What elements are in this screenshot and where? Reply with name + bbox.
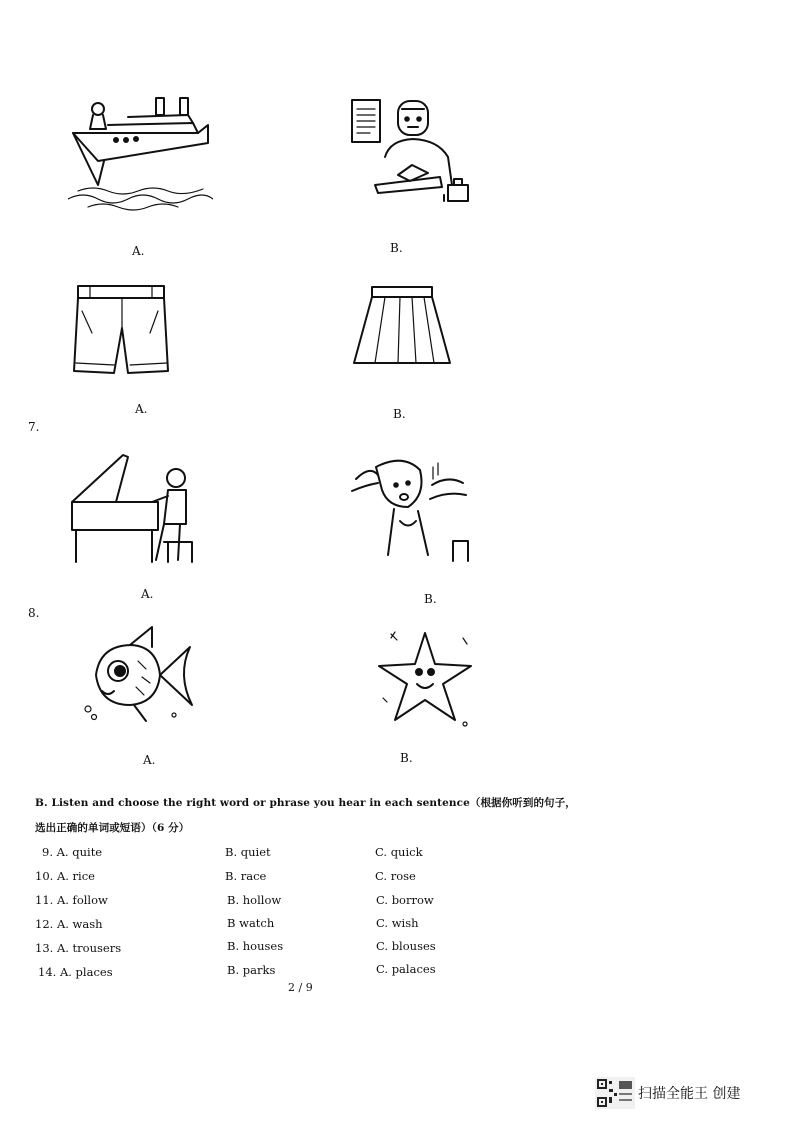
- option-a-word: 12. A. wash: [35, 917, 103, 931]
- option-c-word: C. quick: [375, 845, 423, 859]
- question-number: 7.: [28, 420, 40, 434]
- option-c-word: C. rose: [375, 869, 416, 883]
- page-number: 2 / 9: [288, 981, 313, 994]
- option-c-word: C. wish: [376, 916, 419, 930]
- option-b-label: B.: [400, 751, 413, 765]
- option-b-word: B. parks: [227, 963, 276, 977]
- option-b-label: B.: [393, 407, 406, 421]
- option-a-word: 14. A. places: [38, 965, 113, 979]
- option-c-word: C. borrow: [376, 893, 434, 907]
- option-b-word: B. race: [225, 869, 267, 883]
- option-c-word: C. blouses: [376, 939, 436, 953]
- section-b-title-line2: 选出正确的单词或短语）（6 分）: [35, 822, 190, 834]
- option-b-label: B.: [390, 241, 403, 255]
- scanner-watermark: 扫描全能王 创建: [638, 1086, 741, 1102]
- option-a-label: A.: [143, 753, 156, 767]
- boy-playing-piano-icon: [68, 452, 196, 565]
- option-b-word: B. quiet: [225, 845, 271, 859]
- person-ironing-icon: [340, 95, 485, 210]
- option-b-label: B.: [424, 592, 437, 606]
- option-a-label: A.: [132, 244, 145, 258]
- skirt-icon: [350, 285, 455, 370]
- option-b-word: B. hollow: [227, 893, 282, 907]
- option-a-label: A.: [135, 402, 148, 416]
- option-b-word: B watch: [227, 916, 275, 930]
- starfish-icon: [375, 628, 475, 728]
- option-b-word: B. houses: [227, 939, 284, 953]
- question-number: 8.: [28, 606, 40, 620]
- option-a-word: 13. A. trousers: [35, 941, 122, 955]
- shorts-icon: [72, 283, 172, 376]
- option-a-label: A.: [141, 587, 154, 601]
- ship-icon: [68, 95, 213, 215]
- option-a-word: 9. A. quite: [42, 845, 103, 859]
- scanner-qr-icon: [595, 1077, 635, 1109]
- option-c-word: C. palaces: [376, 962, 436, 976]
- option-a-word: 10. A. rice: [35, 869, 95, 883]
- option-a-word: 11. A. follow: [35, 893, 108, 907]
- goldfish-icon: [82, 625, 197, 723]
- section-b-title-line1: B. Listen and choose the right word or phrase you hear in each sentence（根据你听到的句子，: [35, 797, 576, 809]
- girl-singing-icon: [348, 455, 470, 563]
